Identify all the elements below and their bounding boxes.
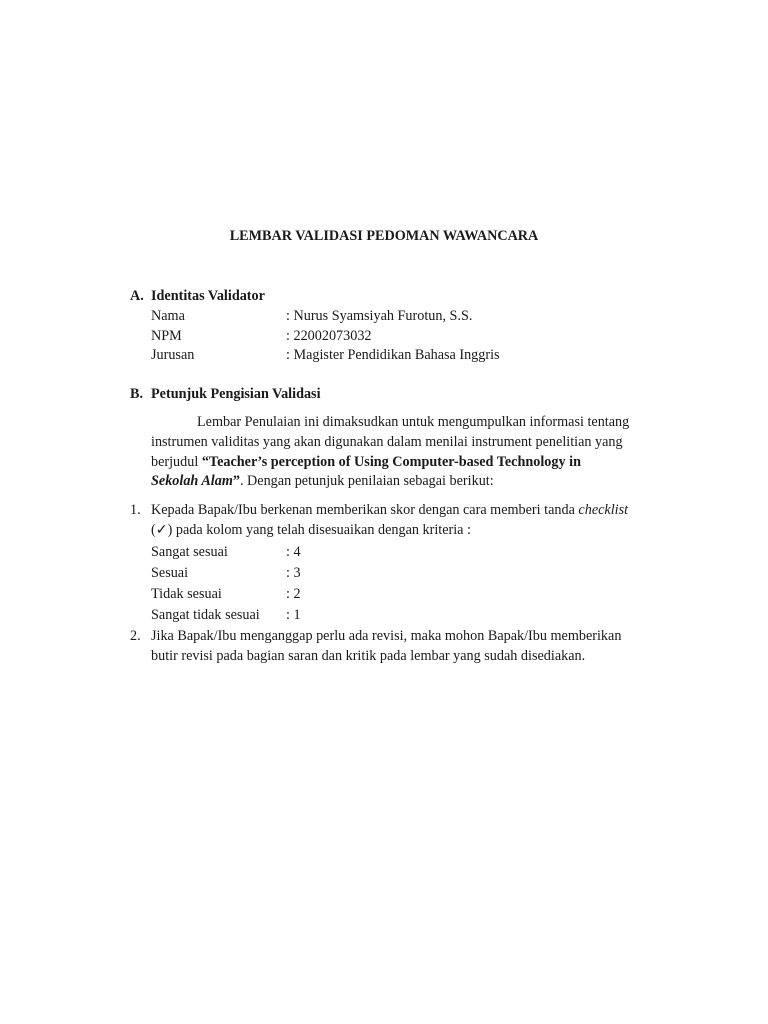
research-title-close-quote: ” (232, 473, 240, 489)
section-b-heading: Petunjuk Pengisian Validasi (151, 386, 321, 402)
identity-value-npm: : 22002073032 (286, 328, 372, 344)
score-label-2: Tidak sesuai (151, 586, 222, 602)
section-b-marker: B. (130, 386, 144, 402)
section-a-heading: Identitas Validator (151, 288, 265, 304)
score-label-3: Sesuai (151, 565, 189, 581)
instruction-line-1: Lembar Penulaian ini dimaksudkan untuk mengumpulkan informasi tentang (197, 414, 630, 430)
list-item-2-marker: 2. (130, 628, 141, 644)
score-value-2: : 2 (286, 586, 301, 602)
page-title: LEMBAR VALIDASI PEDOMAN WAWANCARA (229, 228, 539, 244)
list-item-1-text: Kepada Bapak/Ibu berkenan memberikan skor dengan cara memberi tanda (151, 502, 579, 518)
instruction-line-3-pre: berjudul (151, 454, 202, 470)
instruction-line-4 (151, 471, 494, 491)
identity-label-npm: NPM (151, 328, 182, 344)
checklist-term: checklist (578, 502, 629, 518)
list-item-2-line-2: butir revisi pada bagian saran dan kritik pada lembar yang sudah disediakan. (151, 648, 586, 664)
identity-value-nama: : Nurus Syamsiyah Furotun, S.S. (286, 308, 473, 324)
list-item-1-line-1 (151, 500, 628, 520)
section-a-marker: A. (130, 288, 144, 304)
identity-label-jurusan: Jurusan (151, 347, 195, 363)
score-value-3: : 3 (286, 565, 301, 581)
instruction-line-4-post: . Dengan petunjuk penilaian sebagai berikut: (239, 473, 494, 489)
research-title-part-2: Sekolah Alam (151, 473, 233, 489)
identity-label-nama: Nama (151, 308, 185, 324)
list-item-2-line-1: Jika Bapak/Ibu menganggap perlu ada revisi, maka mohon Bapak/Ibu memberikan (151, 628, 622, 644)
score-label-1: Sangat tidak sesuai (151, 607, 260, 623)
list-item-1-line-2: (✓) pada kolom yang telah disesuaikan dengan kriteria : (151, 522, 471, 538)
score-label-4: Sangat sesuai (151, 544, 228, 560)
research-title-part-1: “Teacher’s perception of Using Computer-based Technology in (201, 454, 581, 470)
instruction-line-3 (151, 452, 581, 472)
score-value-4: : 4 (286, 544, 301, 560)
identity-value-jurusan: : Magister Pendidikan Bahasa Inggris (286, 347, 500, 363)
instruction-line-2: instrumen validitas yang akan digunakan dalam menilai instrument penelitian yang (151, 434, 623, 450)
score-value-1: : 1 (286, 607, 301, 623)
list-item-1-marker: 1. (130, 502, 141, 518)
